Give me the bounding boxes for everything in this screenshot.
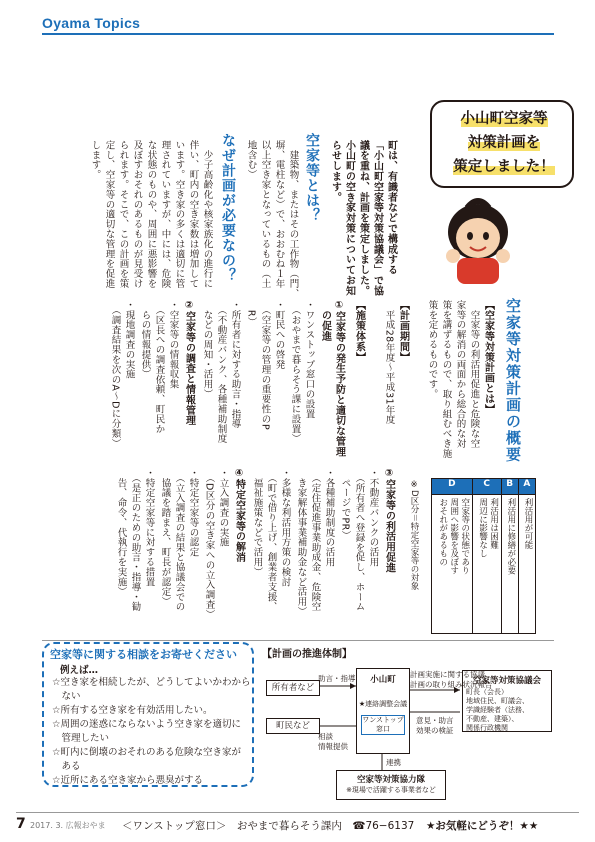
why-heading: なぜ計画が必要なの？: [220, 133, 236, 283]
plan-text: R）: [245, 300, 257, 327]
opinion-label: 意見・助言 効果の検証: [416, 716, 454, 735]
plan-text: 策を講ずるもので、取り組むべき施: [440, 300, 452, 459]
consult-label: 相談 情報提供: [318, 732, 348, 751]
plan-text: 協議を踏まえ、町長が認定）: [159, 468, 171, 607]
plan-text: ②空家等の調査と情報管理: [183, 300, 195, 426]
consultation-item: 管理したい: [52, 733, 110, 744]
advice-label: 助言・指導: [318, 674, 356, 683]
why-text: します。: [89, 140, 101, 180]
what-text: 以上空き家となっているもの（土: [259, 140, 271, 289]
plan-text: ①空家等の発生予防と適切な管理: [333, 300, 345, 457]
plan-text: ④特定空家等の解消: [233, 468, 245, 563]
plan-text: （不動産バンク、各種補助制度: [215, 300, 227, 444]
intro-text: 議を重ね、計画を策定しました。: [357, 140, 369, 296]
plan-text: （定住促進事業助成金、危険空: [309, 468, 321, 612]
what-text: 地含む）: [245, 140, 257, 180]
plan-text: ・各種補助制度の活用: [323, 468, 335, 567]
plan-text: ・町民への啓発: [273, 300, 285, 370]
why-text: 伴い、町内の空き家数は増加して: [187, 140, 199, 289]
category-header-d: D: [432, 479, 473, 495]
plan-text: （町で借り上げ、創業者支援、: [265, 468, 277, 612]
why-text: 定し、空家等の適切な管理を促進: [103, 140, 115, 289]
plan-text: （立入調査の結果と協議会での: [173, 468, 185, 612]
issue-label: 2017. 3. 広報おやま: [30, 821, 106, 830]
town-label: 小山町: [370, 675, 396, 685]
why-text: 少子高齢化や核家族化の進行に: [201, 140, 213, 289]
one-stop-window: ワンストップ 窓口: [362, 716, 404, 733]
plan-text: ・不動産バンクの活用: [367, 468, 379, 567]
section-divider: [42, 640, 554, 641]
intro-text: 町は、有識者などで構成する: [385, 140, 397, 276]
plan-text: （調査結果を次のA〜Dに分類）: [109, 300, 121, 449]
why-text: 理されていますが、中には、危険: [159, 140, 171, 289]
header-rule: [42, 33, 554, 35]
page-section-title: Oyama Topics: [42, 15, 141, 31]
plan-text: （区長への調査依頼、町民か: [153, 300, 165, 434]
contact-info: ＜ワンストップ窓口＞ おやまで暮らそう課内 ☎76−6137: [122, 820, 415, 832]
consultation-item: ☆町内に倒壊のおそれのある危険な空き家が: [52, 747, 242, 758]
plan-text: ・ワンストップ窓口の設置: [303, 300, 315, 419]
council-members: 町長（会長） 地域住民、町議会、 学識経験者（法務、 不動産、建築）、 関係行政機関: [466, 688, 529, 732]
report-label: 計画実施に関する協議 計画の取り組み状況報告: [410, 670, 493, 689]
page-number: 7: [16, 816, 26, 832]
why-text: います。空き家の多くは適切に管: [173, 140, 185, 289]
why-text: 及ぼすおそれのあるものが見受け: [131, 140, 143, 289]
category-body-a: 利活用が可能: [518, 495, 535, 634]
plan-text: （是正のための助言・指導・勧: [129, 468, 141, 612]
plan-text: ・空家等の情報収集: [167, 300, 179, 390]
plan-text: ・多様な利活用方策の検討: [279, 468, 291, 587]
council-title: 空家等対策協議会: [472, 676, 541, 686]
plan-text: 空家等の利活用促進と危険な空: [468, 300, 480, 449]
consultation-item: ☆所有する空き家を有効活用したい。: [52, 705, 213, 716]
plan-text: 告、命令、代執行を実施）: [115, 468, 127, 597]
consultation-subtitle: 例えば…: [60, 665, 99, 676]
footer-rule: [16, 812, 579, 813]
plan-text: 福祉施策などで活用）: [251, 468, 263, 577]
consultation-item: ない: [52, 691, 81, 702]
bubble-line: 小山町空家等: [460, 111, 548, 127]
owner-box: 所有者など: [266, 680, 320, 696]
plan-text: 策を定めるものです。: [426, 300, 438, 399]
intro-text: 「小山町空家等対策協議会」で協: [371, 140, 383, 296]
consultation-item: ☆周囲の迷惑にならないよう空き家を適切に: [52, 719, 242, 730]
plan-text: などの周知・活用）: [201, 300, 213, 399]
bubble-text: [444, 107, 564, 179]
category-note: ※D区分＝特定空家等の対象: [409, 480, 419, 591]
plan-text: 【計画期間】: [397, 300, 409, 363]
support-team-box: [336, 770, 446, 800]
plan-text: ③空家等の利活用促進: [383, 468, 395, 573]
resident-box: 町民など: [266, 718, 320, 734]
category-header-c: C: [472, 479, 501, 495]
support-note: ※現場で活躍する事業者など: [346, 786, 436, 794]
plan-text: （空家等の管理の重要性のP: [259, 300, 271, 431]
category-header-a: A: [518, 479, 535, 495]
consultation-item: ☆近所にある空き家から悪臭がする: [52, 775, 204, 786]
what-text: 塀、電柱など）で、おおむね１年: [273, 140, 285, 289]
plan-text: 【施策体系】: [353, 300, 365, 363]
intro-text: 小山町の空き家対策についてお知: [343, 140, 355, 296]
liaison-label: ★連絡調整会議: [358, 700, 408, 708]
plan-text: ・特定空家等の認定: [187, 468, 199, 558]
plan-text: ページでPR）: [339, 468, 351, 541]
town-box: [356, 668, 410, 754]
plan-text: ・現地調査の実施: [123, 300, 135, 380]
intro-text: らせします。: [329, 140, 341, 203]
plan-text: （おやまで暮らそう課に設置）: [289, 300, 301, 444]
category-body-c: 利活用は困難 周辺に影響なし: [472, 495, 501, 634]
plan-text: （D区分の空き家への立入調査）: [203, 468, 215, 620]
why-text: な状態のものや、周囲に悪影響を: [145, 140, 157, 289]
plan-text: 家等の解消の両面から総合的な対: [454, 300, 466, 449]
category-header-b: B: [501, 479, 518, 495]
plan-text: 【空家等対策計画とは】: [482, 300, 494, 415]
plan-text: き家解体事業補助金など活用）: [295, 468, 307, 617]
plan-text: （所有者へ登録を促し、ホーム: [353, 468, 365, 612]
what-heading: 空家等とは？: [304, 133, 320, 223]
consultation-item: ある: [52, 761, 81, 772]
what-text: 建築物、またはその工作物（門、: [287, 140, 299, 299]
footer-slogan: ★お気軽にどうぞ！★★: [426, 820, 539, 832]
contact-label: 連携: [386, 758, 401, 767]
category-body-b: 利活用に修繕が必要: [501, 495, 518, 634]
consultation-item: ☆空き家を相続したが、どうしてよいかわから: [52, 677, 251, 688]
plan-text: ・特定空家等に対する措置: [143, 468, 155, 587]
bubble-line: 策定しました！: [453, 159, 555, 175]
plan-text: らの情報提供）: [139, 300, 151, 380]
mascot-illustration: [437, 192, 519, 288]
diagram-title: 【計画の推進体制】: [262, 649, 352, 660]
support-title: 空家等対策協力隊: [356, 775, 425, 785]
plan-title: 空家等対策計画の概要: [504, 298, 522, 463]
consultation-title: 空家等に関する相談をお寄せください: [50, 648, 237, 661]
why-text: られます。そこで、この計画を策: [117, 140, 129, 289]
plan-text: ・所有者に対する助言・指導: [229, 300, 241, 429]
plan-text: ・立入調査の実施: [217, 468, 229, 548]
plan-text: の促進: [319, 300, 331, 342]
category-table: [431, 478, 536, 634]
plan-text: 平成28年度〜平成31年度: [383, 300, 395, 425]
bubble-line: 対策計画を: [467, 135, 541, 151]
category-body-d: 空家等の状態であり 周囲へ影響を及ぼす おそれがあるもの: [432, 495, 473, 634]
